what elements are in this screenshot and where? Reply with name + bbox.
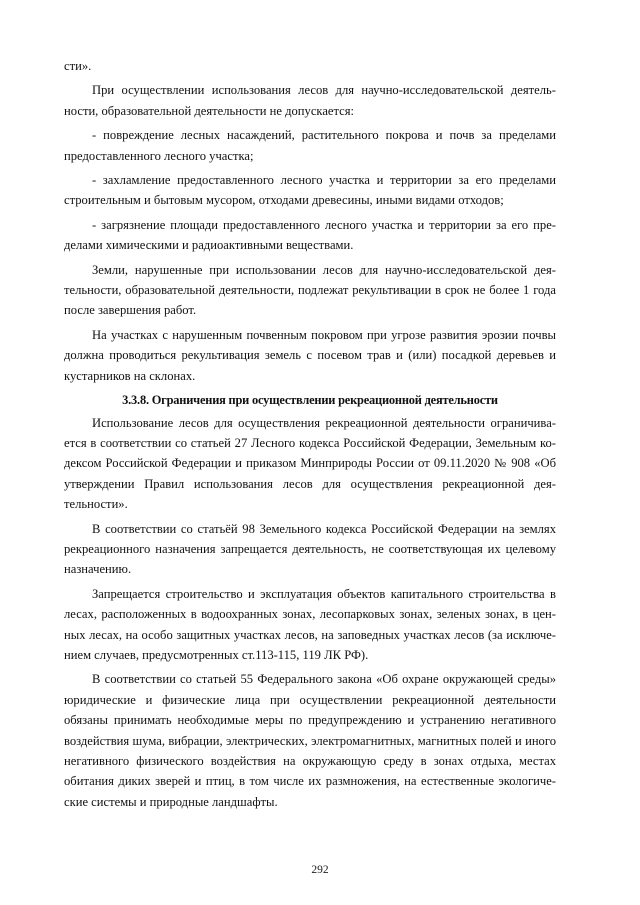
list-item-pollution: - загрязнение площади предоставленного лесного участка и территории за его пределами химическими и радиоактивными веществами. (64, 217, 556, 253)
paragraph-land-code-98: В соответствии со статьёй 98 Земельного кодекса Российской Федерации на землях рекреационного назначения запрещается деятельность, не соответствующая их целевому назначению. (64, 521, 556, 577)
list-item-damage: - повреждение лесных насаждений, растительного покрова и почв за пределами предоставленного лесного участка; (64, 128, 556, 163)
paragraph-recultivation-deadline: Земли, нарушенные при использовании лесов для научно-исследовательской деятельности, образовательной деятельности, подлежат рекультивации в срок не более 1 года после завершения работ. (64, 262, 556, 318)
section-heading-3-3-8: 3.3.8. Ограничения при осуществлении рекреационной деятельности (122, 393, 498, 408)
paragraph-scientific-restrictions: При осуществлении использования лесов для научно-исследовательской деятельности, образовательной деятельности не допускается: (64, 83, 556, 118)
paragraph-erosion-recultivation: На участках с нарушенным почвенным покровом при угрозе развития эрозии почвы должна проводиться рекультивация земель с посевом трав и (или) посадкой деревьев и кустарников на склонах. (64, 327, 556, 383)
paragraph-environmental-law-55: В соответствии со статьей 55 Федерального закона «Об охране окружающей среды» юридические и физические лица при осуществлении рекреационной деятельности обязаны принимать необходимые меры по предупреждению и устранению негативного воздействия шума, вибрации, электрических, электромагнитных, магнитных полей и иного негативного физического воздействия на окружающую среду в зонах отдыха, местах обитания диких зверей и птиц, в том числе их размножения, на естественные экологические системы и природные ландшафты. (64, 672, 556, 809)
page-number: 292 (311, 864, 329, 876)
paragraph-continuation: сти». (64, 59, 92, 73)
paragraph-group-after (64, 413, 556, 813)
list-item-littering: - захламление предоставленного лесного участка и территории за его пределами строительным и бытовым мусором, отходами древесины, иными видами отходов; (64, 173, 556, 208)
paragraph-group-before (64, 56, 556, 386)
document-page (64, 56, 556, 816)
paragraph-construction-ban: Запрещается строительство и эксплуатация объектов капитального строительства в лесах, расположенных в водоохранных зонах, лесопарковых зонах, зеленых зонах, в ценных лесах, на особо защитных участках лесов, на заповедных участках лесов (за исключением случаев, предусмотренных ст.113-115, 119 ЛК РФ). (64, 586, 556, 662)
paragraph-recreational-use: Использование лесов для осуществления рекреационной деятельности ограничивается в соответствии со статьей 27 Лесного кодекса Российской Федерации, Земельным кодексом Российской Федерации и приказом Минприроды России от 09.11.2020 № 908 «Об утверждении Правил использования лесов для осуществления рекреационной деятельности». (64, 415, 556, 512)
